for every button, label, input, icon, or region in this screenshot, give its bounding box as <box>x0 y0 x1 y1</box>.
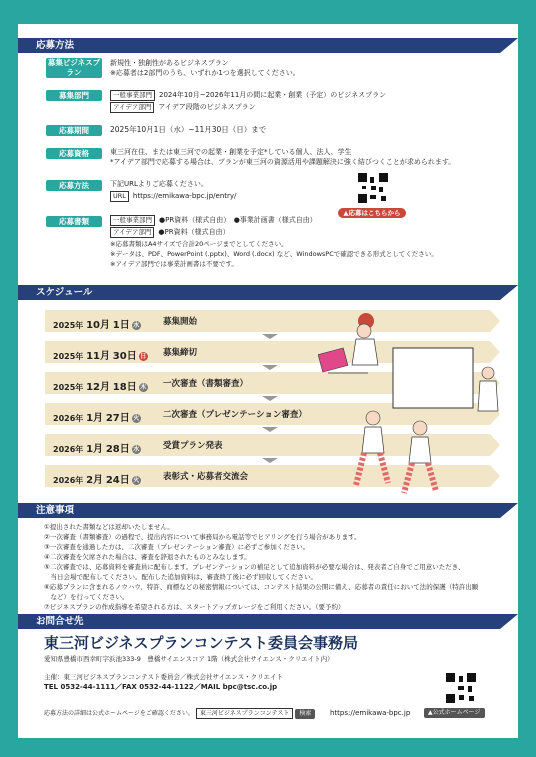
method-text: 下記URLよりご応募ください。 <box>110 180 208 188</box>
top-accent-bar <box>18 18 518 24</box>
schedule-label: 受賞プラン発表 <box>163 441 223 451</box>
tag-documents: 応募書類 <box>46 216 102 227</box>
down-arrow-icon <box>262 334 278 339</box>
search-box[interactable]: 東三河ビジネスプランコンテスト <box>196 708 294 719</box>
down-arrow-icon <box>262 396 278 401</box>
note-item: ②一次審査（書類審査）の過程で、提出内容について事務局から電話等でヒアリングを行う場合があります。 <box>44 533 361 541</box>
note-item: など）を行ってください。 <box>44 593 129 601</box>
section-header-schedule: スケジュール <box>18 285 518 300</box>
apply-here-button[interactable]: ▲応募はこちらから <box>338 208 406 218</box>
schedule-date: 2025年 12月 18日 木 <box>53 382 147 393</box>
documents-idea: アイデア部門 ●PR資料（様式自由） <box>110 227 230 238</box>
category-general: 一般事業部門 2024年10月~2026年11月の間に起業・創業（予定）のビジネスプラン <box>110 90 386 101</box>
schedule-date: 2025年 10月 1日 水 <box>53 320 140 331</box>
note-item: ③一次審査を通過した方は、二次審査（プレゼンテーション審査）に必ずご参加ください。 <box>44 543 310 551</box>
schedule-date: 2026年 1月 27日 火 <box>53 413 140 424</box>
organizer-name: 東三河ビジネスプランコンテスト委員会事務局 <box>44 634 358 652</box>
documents-note-3: ※アイデア部門では事業計画書は不要です。 <box>110 260 238 268</box>
section-header-contact: お問合せ先 <box>18 614 518 629</box>
footer-note: 応募方法の詳細は公式ホームページをご確認ください。 <box>44 710 194 717</box>
business-plan-note: ※応募者は2部門のうち、いずれか1つを選択してください。 <box>110 69 300 77</box>
schedule-label: 募集締切 <box>163 348 198 358</box>
flyer-sheet <box>18 18 518 738</box>
schedule-label: 一次審査（書類審査） <box>163 379 249 389</box>
organizer-host: 主催：東三河ビジネスプランコンテスト委員会／株式会社サイエンス・クリエイト <box>44 673 284 681</box>
triangle-icon: ▲ <box>428 709 433 716</box>
note-item: 当日会場で配布してください。配布した追加資料は、審査終了後に必ず回収してください。 <box>44 573 317 581</box>
schedule-label: 募集開始 <box>163 317 198 327</box>
tag-category: 募集部門 <box>46 90 102 101</box>
business-plan-desc: 新規性・独創性があるビジネスプラン <box>110 59 229 67</box>
eligibility-text: 東三河在住、または東三河での起業・創業を予定*している個人、法人、学生 <box>110 148 352 156</box>
search-button[interactable]: 検索 <box>295 709 315 719</box>
note-item: ⑤二次審査では、応募資料を審査員に配布します。プレゼンテーションの補足として追加資料が必要な場合は、発表者ご自身でご用意いただき、 <box>44 563 465 571</box>
note-item: ⑦ビジネスプランの作成指導を希望される方は、スタートアップガレージをご利用ください。（要予約） <box>44 603 345 611</box>
note-item: ⑥応募プランに含まれるノウハウ、特許、商標などの秘密情報については、コンテスト結果の公開に備え、応募者の責任において法的保護（特許出願 <box>44 583 479 591</box>
entry-url[interactable]: URL https://emikawa-bpc.jp/entry/ <box>110 191 236 202</box>
entry-qr-code <box>358 173 388 203</box>
triangle-icon: ▲ <box>343 209 349 217</box>
people-illustration <box>318 303 503 503</box>
footer-row <box>44 708 315 719</box>
period-text: 2025年10月1日（水）~11月30日（日）まで <box>110 125 267 134</box>
tag-business-plan: 募集ビジネスプラン <box>47 58 101 77</box>
homepage-button[interactable]: ▲公式ホームページ <box>424 708 485 718</box>
documents-note-1: ※応募書類はA4サイズで合計20ページまでとしてください。 <box>110 240 288 248</box>
homepage-qr-code <box>446 673 476 703</box>
tag-method: 応募方法 <box>46 180 102 191</box>
schedule-date: 2026年 2月 24日 火 <box>53 475 140 486</box>
eligibility-note: *アイデア部門で応募する場合は、プランが東三河の資源活用や課題解決に強く結びつくことが求められます。 <box>110 158 456 166</box>
section-header-application: 応募方法 <box>18 38 518 53</box>
homepage-url[interactable]: https://emikawa-bpc.jp <box>330 709 411 717</box>
note-item: ①提出された書類などは返却いたしません。 <box>44 523 174 531</box>
schedule-label: 二次審査（プレゼンテーション審査） <box>163 410 307 420</box>
down-arrow-icon <box>262 458 278 463</box>
organizer-address: 愛知県豊橋市西幸町字浜池333-9 豊橋サイエンスコア 1階（株式会社サイエンス・クリエイト内） <box>44 655 334 663</box>
documents-note-2: ※データは、PDF、PowerPoint (.pptx)、Word (.docx) など、WindowsPCで確認できる形式としてください。 <box>110 250 438 258</box>
organizer-contact-info: TEL 0532-44-1111／FAX 0532-44-1122／MAIL bpc@tsc.co.jp <box>44 683 278 691</box>
down-arrow-icon <box>262 427 278 432</box>
section-header-notes: 注意事項 <box>18 503 518 518</box>
schedule-date: 2025年 11月 30日 日 <box>53 351 147 362</box>
schedule-label: 表彰式・応募者交流会 <box>163 472 249 482</box>
tag-eligibility: 応募資格 <box>46 148 102 159</box>
tag-period: 応募期間 <box>46 125 102 136</box>
down-arrow-icon <box>262 365 278 370</box>
schedule-date: 2026年 1月 28日 水 <box>53 444 140 455</box>
note-item: ④二次審査を欠席された場合は、審査を辞退されたものとみなします。 <box>44 553 251 561</box>
category-idea: アイデア部門 アイデア段階のビジネスプラン <box>110 102 256 113</box>
documents-general: 一般事業部門 ●PR資料（様式自由） ●事業計画書（様式自由） <box>110 215 317 226</box>
